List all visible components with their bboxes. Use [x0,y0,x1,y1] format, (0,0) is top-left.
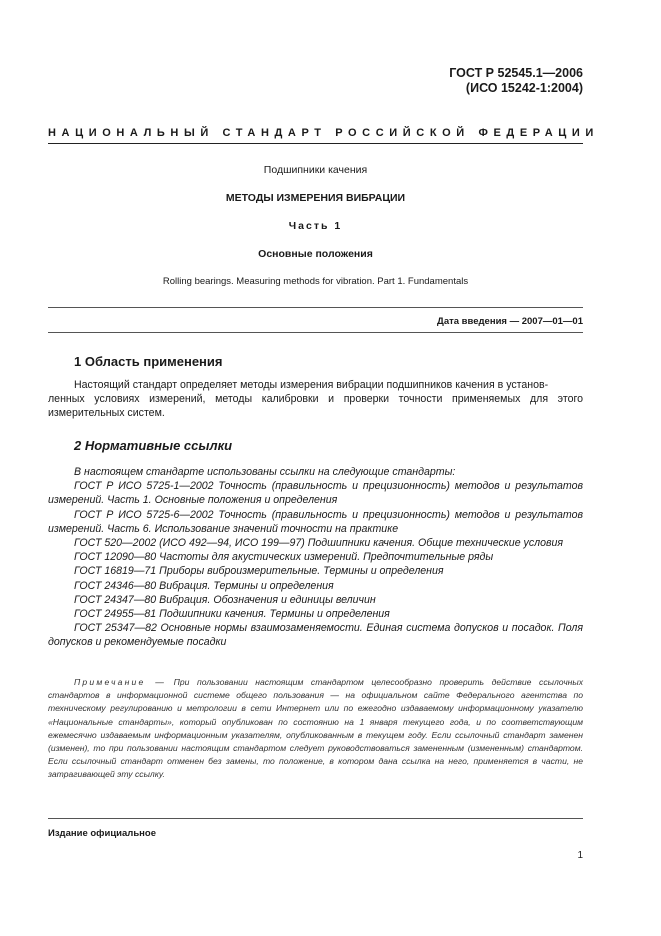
title-part: Часть 1 [288,220,343,232]
references-note [48,676,583,782]
references-intro: В настоящем стандарте использованы ссылки на следующие стандарты: [74,466,456,478]
national-standard-banner: НАЦИОНАЛЬНЫЙ СТАНДАРТ РОССИЙСКОЙ ФЕДЕРАЦИИ [48,127,599,139]
section1-text-line1: Настоящий стандарт определяет методы измерения вибрации подшипников качения в установ- [74,379,549,391]
title-main: МЕТОДЫ ИЗМЕРЕНИЯ ВИБРАЦИИ [225,192,406,204]
reference-item: ГОСТ 520—2002 (ИСО 492—94, ИСО 199—97) Подшипники качения. Общие технические условия [74,537,564,550]
title-english: Rolling bearings. Measuring methods for vibration. Part 1. Fundamentals [162,276,469,287]
publication-label: Издание официальное [48,828,156,839]
title-subject: Подшипники качения [263,164,368,176]
iso-equivalent: (ИСО 15242-1:2004) [465,81,583,95]
header-rule [48,143,583,144]
section1-heading: 1 Область применения [74,354,223,369]
reference-item: ГОСТ 16819—71 Приборы виброизмерительные. Термины и определения [74,565,444,578]
date-rule-top [48,307,583,308]
section2-heading: 2 Нормативные ссылки [74,438,233,453]
footer-rule [48,818,583,819]
title-part-name: Основные положения [258,248,373,260]
note-label: Примечание — [74,677,167,687]
reference-item: ГОСТ 25347—82 Основные нормы взаимозаменяемости. Единая система допусков и посадок. Поля допусков и рекомендуемые посадки [48,622,583,649]
introduction-date: Дата введения — 2007—01—01 [437,316,583,327]
section1-text-rest: ленных условиях измерений, методы калибровки и проверки точности применяемых для этого измерительных систем. [48,393,583,420]
note-text: При пользовании настоящим стандартом целесообразно проверить действие ссылочных стандартов в информационной системе общего пользования — на официальном сайте Федерального агентства по техническому регулированию и метрологии в сети Интернет или по ежегодно издаваемому информационному указателю «Национальные стандарты», который опубликован по состоянию на 1 января текущего года, и по соответствующим ежемесячно издаваемым информационным указателям, опубликованным в текущем году. Если ссылочный стандарт заменен (изменен), то при пользовании настоящим стандартом следует руководствоваться замененным (измененным) стандартом. Если ссылочный стандарт отменен без замены, то положение, в котором дана ссылка на него, применяется в части, не затрагивающей эту ссылку. [48,677,583,780]
reference-item: ГОСТ 12090—80 Частоты для акустических измерений. Предпочтительные ряды [74,551,494,564]
reference-item: ГОСТ Р ИСО 5725-1—2002 Точность (правильность и прецизионность) методов и результатов измерений. Часть 1. Основные положения и определения [48,480,583,507]
reference-item: ГОСТ 24955—81 Подшипники качения. Термины и определения [74,608,390,621]
page-number: 1 [577,850,583,861]
section1-text [48,378,583,421]
reference-item: ГОСТ 24347—80 Вибрация. Обозначения и единицы величин [74,593,376,606]
references-list [48,465,583,650]
date-rule-bottom [48,332,583,333]
reference-item: ГОСТ Р ИСО 5725-6—2002 Точность (правильность и прецизионность) методов и результатов измерений. Часть 6. Использование значений точности на практике [48,508,583,535]
document-code: ГОСТ Р 52545.1—2006 [449,66,583,80]
reference-item: ГОСТ 24346—80 Вибрация. Термины и определения [74,579,334,592]
